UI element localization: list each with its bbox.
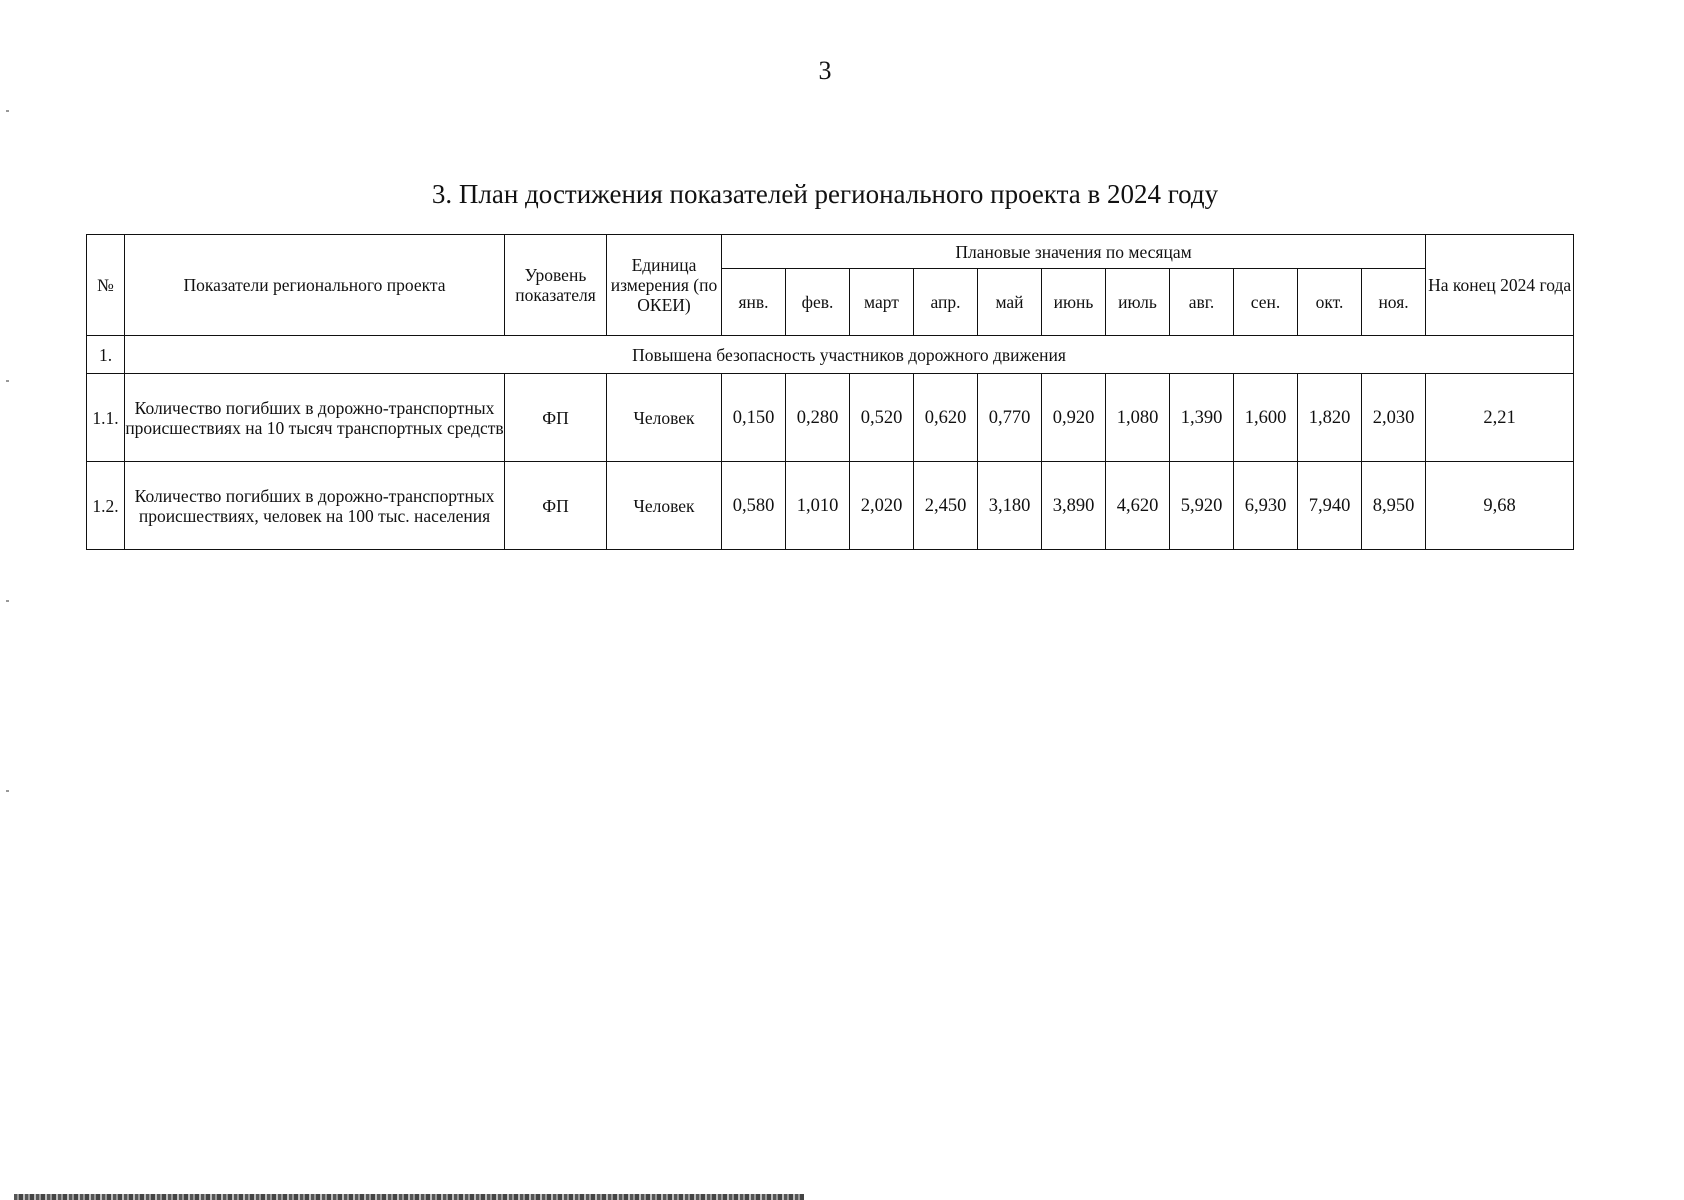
row-month-value: 5,920: [1170, 462, 1234, 550]
header-plan-by-months: Плановые значения по месяцам: [722, 235, 1426, 269]
row-month-value: 1,080: [1106, 374, 1170, 462]
row-month-value: 3,890: [1042, 462, 1106, 550]
row-indicator: Количество погибших в дорожно-транспортных происшествиях на 10 тысяч транспортных средств: [125, 374, 505, 462]
row-month-value: 2,030: [1362, 374, 1426, 462]
header-month: июль: [1106, 269, 1170, 336]
section-row: [87, 336, 1574, 374]
row-month-value: 4,620: [1106, 462, 1170, 550]
row-month-value: 8,950: [1362, 462, 1426, 550]
row-month-value: 7,940: [1298, 462, 1362, 550]
row-month-value: 0,520: [850, 374, 914, 462]
table-row: [87, 462, 1574, 550]
row-num: 1.2.: [87, 462, 125, 550]
header-indicator: Показатели регионального проекта: [125, 235, 505, 336]
header-level: Уровень показателя: [505, 235, 607, 336]
row-month-value: 2,450: [914, 462, 978, 550]
scan-edge-artifact: [14, 1194, 804, 1200]
plan-table: [86, 234, 1574, 550]
header-row: [87, 235, 1574, 269]
row-level: ФП: [505, 374, 607, 462]
scan-speck: [6, 380, 9, 382]
row-level: ФП: [505, 462, 607, 550]
scan-speck: [6, 790, 9, 792]
header-month: июнь: [1042, 269, 1106, 336]
scan-speck: [6, 600, 9, 602]
row-unit: Человек: [607, 374, 722, 462]
scan-speck: [6, 110, 9, 112]
row-indicator: Количество погибших в дорожно-транспортных происшествиях, человек на 100 тыс. населения: [125, 462, 505, 550]
row-end-of-year: 2,21: [1426, 374, 1574, 462]
row-num: 1.1.: [87, 374, 125, 462]
section-title: 3. План достижения показателей регионального проекта в 2024 году: [431, 179, 1219, 209]
row-month-value: 2,020: [850, 462, 914, 550]
row-month-value: 0,580: [722, 462, 786, 550]
header-month: ноя.: [1362, 269, 1426, 336]
page-number: 3: [818, 56, 832, 85]
header-month: авг.: [1170, 269, 1234, 336]
row-month-value: 0,620: [914, 374, 978, 462]
header-month: май: [978, 269, 1042, 336]
row-month-value: 3,180: [978, 462, 1042, 550]
header-month: апр.: [914, 269, 978, 336]
section-label: Повышена безопасность участников дорожного движения: [125, 336, 1574, 374]
row-month-value: 0,920: [1042, 374, 1106, 462]
header-unit: Единица измерения (по ОКЕИ): [607, 235, 722, 336]
header-end-of-year: На конец 2024 года: [1426, 235, 1574, 336]
header-month: сен.: [1234, 269, 1298, 336]
row-month-value: 0,150: [722, 374, 786, 462]
header-month: март: [850, 269, 914, 336]
header-month: янв.: [722, 269, 786, 336]
row-month-value: 1,600: [1234, 374, 1298, 462]
row-month-value: 1,820: [1298, 374, 1362, 462]
row-unit: Человек: [607, 462, 722, 550]
section-num: 1.: [87, 336, 125, 374]
row-month-value: 1,010: [786, 462, 850, 550]
row-month-value: 6,930: [1234, 462, 1298, 550]
row-month-value: 0,770: [978, 374, 1042, 462]
row-end-of-year: 9,68: [1426, 462, 1574, 550]
header-month: окт.: [1298, 269, 1362, 336]
table-row: [87, 374, 1574, 462]
row-month-value: 0,280: [786, 374, 850, 462]
row-month-value: 1,390: [1170, 374, 1234, 462]
header-num: №: [87, 235, 125, 336]
header-month: фев.: [786, 269, 850, 336]
